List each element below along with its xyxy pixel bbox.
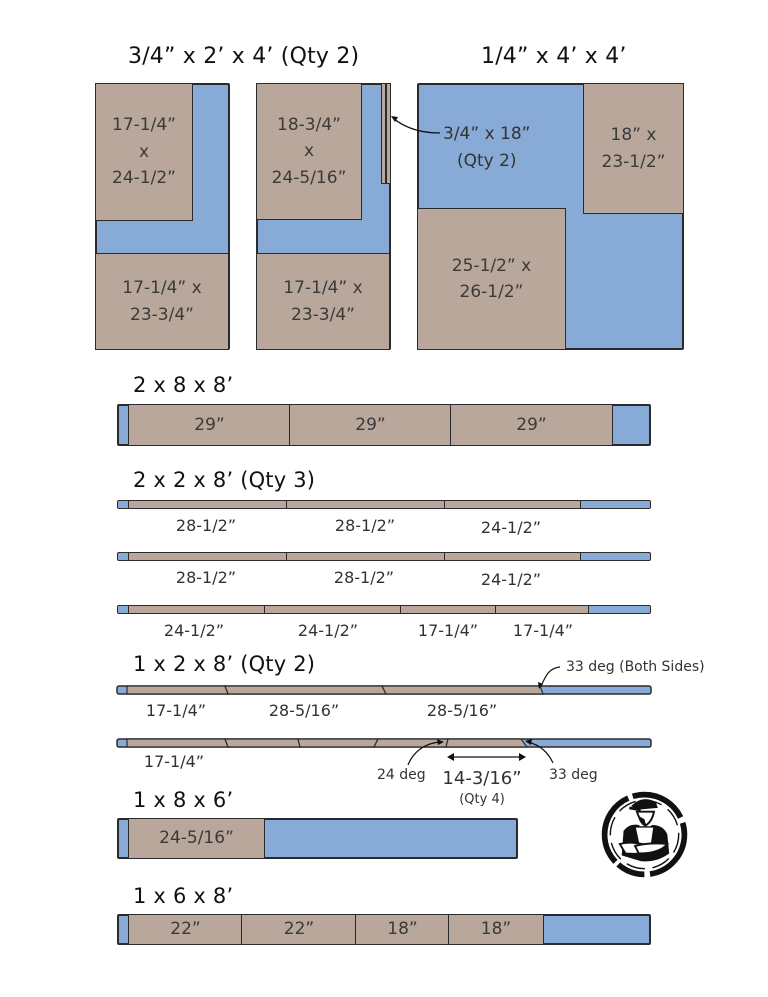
piece-dim-line: 23-3/4” xyxy=(130,304,194,325)
cut-piece xyxy=(448,914,544,945)
piece-length: 22” xyxy=(170,919,201,940)
piece-length: 22” xyxy=(283,919,315,940)
board-1x6-title: 1 x 6 x 8’ xyxy=(133,884,234,908)
piece-length: 29” xyxy=(355,414,386,435)
piece-dim-line: 23-1/2” xyxy=(601,151,666,172)
piece-length: 24-1/2” xyxy=(480,518,542,537)
piece-length: 28-5/16” xyxy=(426,701,498,720)
piece-length: 17-1/4” xyxy=(417,621,479,640)
piece-length: 24-1/2” xyxy=(163,621,225,640)
callout-line: (Qty 2) xyxy=(456,151,517,172)
piece-length: 28-5/16” xyxy=(268,701,340,720)
cut-piece xyxy=(128,914,243,945)
piece-length: 18” xyxy=(387,919,418,940)
piece-length: 29” xyxy=(194,414,225,435)
angle-note-33: 33 deg xyxy=(549,767,598,783)
short-piece-length: 14-3/16” xyxy=(442,768,522,789)
piece-length: 17-1/4” xyxy=(512,621,574,640)
piece-length: 28-1/2” xyxy=(334,516,396,535)
piece-length: 24-1/2” xyxy=(480,570,542,589)
cut-piece xyxy=(241,914,357,945)
board-1x8 xyxy=(117,818,518,859)
piece-length: 17-1/4” xyxy=(145,701,207,720)
piece-dim-line: 18-3/4” xyxy=(277,114,341,135)
piece-dim-line: x xyxy=(138,141,150,162)
piece-length: 28-1/2” xyxy=(175,516,237,535)
piece-length: 24-5/16” xyxy=(159,828,234,849)
woodworker-logo-icon xyxy=(597,787,692,882)
piece-dim-line: 24-1/2” xyxy=(112,168,176,189)
piece-length: 17-1/4” xyxy=(143,752,205,771)
board-1x8-title: 1 x 8 x 6’ xyxy=(133,788,234,812)
short-piece-qty: (Qty 4) xyxy=(459,792,505,807)
piece-dim-line: 17-1/4” x xyxy=(283,278,363,299)
piece-length: 28-1/2” xyxy=(333,568,395,587)
piece-dim-line: x xyxy=(303,141,315,162)
piece-dim-line: 18” x xyxy=(610,125,657,146)
piece-dim-line: 25-1/2” x xyxy=(451,255,532,276)
piece-length: 24-1/2” xyxy=(297,621,359,640)
piece-length: 29” xyxy=(516,414,547,435)
angle-note-24: 24 deg xyxy=(377,767,426,783)
piece-length: 18” xyxy=(480,919,512,940)
plywood-3-4-title: 3/4” x 2’ x 4’ (Qty 2) xyxy=(128,44,360,69)
piece-dim-line: 17-1/4” xyxy=(112,115,176,136)
piece-dim-line: 24-5/16” xyxy=(271,167,347,188)
plywood-1-4-title: 1/4” x 4’ x 4’ xyxy=(481,44,627,69)
piece-dim-line: 17-1/4” x xyxy=(122,278,202,299)
piece-dim-line: 26-1/2” xyxy=(459,282,524,302)
piece-length: 28-1/2” xyxy=(175,568,237,587)
cut-piece xyxy=(128,818,265,859)
board-1x2-title: 1 x 2 x 8’ (Qty 2) xyxy=(133,652,316,676)
piece-dim-line: 23-3/4” xyxy=(291,304,355,325)
board-2x8-title: 2 x 8 x 8’ xyxy=(133,373,234,397)
board-1x6 xyxy=(117,914,651,945)
angle-note-both-sides: 33 deg (Both Sides) xyxy=(566,659,705,675)
callout-line: 3/4” x 18” xyxy=(443,124,531,144)
board-2x2-title: 2 x 2 x 8’ (Qty 3) xyxy=(133,468,316,492)
cut-piece xyxy=(355,914,450,945)
